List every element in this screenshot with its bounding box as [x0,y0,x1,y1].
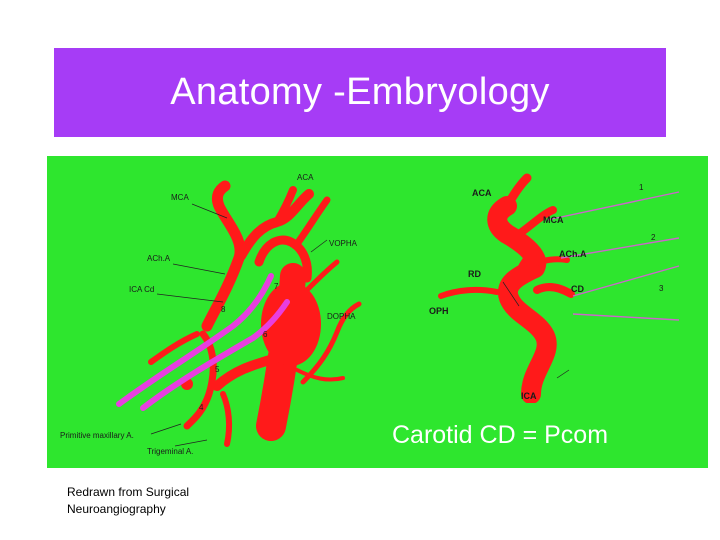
label-trigeminal: Trigeminal A. [147,447,194,456]
label-left-ica-cd: ICA Cd [129,285,155,294]
source-line-2: Neuroangiography [67,502,166,516]
source-line-1: Redrawn from Surgical [67,485,190,499]
callout-text: Carotid CD = Pcom [392,421,609,449]
label-left-dopha: DOPHA [327,312,356,321]
label-right-mca: MCA [543,215,564,225]
label-right-ica: ICA [521,391,537,401]
label-left-num-8: 8 [221,305,226,314]
label-left-mca: MCA [171,193,189,202]
label-right-aca: ACA [472,188,492,198]
label-primitive-maxillary: Primitive maxillary A. [60,431,134,440]
label-left-num-7: 7 [274,282,279,291]
label-right-num-3: 3 [659,284,664,293]
label-left-aca: ACA [297,173,314,182]
label-left-num-5: 5 [215,365,220,374]
label-right-num-2: 2 [651,233,656,242]
label-left-num-6: 6 [263,330,268,339]
slide-title: Anatomy -Embryology [170,71,550,113]
source-credit [67,484,189,518]
callout-box [383,403,708,468]
label-left-acha: ACh.A [147,254,171,263]
title-bar [54,48,666,137]
label-right-cd: CD [571,284,584,294]
label-left-num-4: 4 [199,403,204,412]
label-right-num-1: 1 [639,183,644,192]
label-left-vopha: VOPHA [329,239,358,248]
label-right-oph: OPH [429,306,449,316]
label-right-rd: RD [468,269,481,279]
label-right-acha: ACh.A [559,249,587,259]
